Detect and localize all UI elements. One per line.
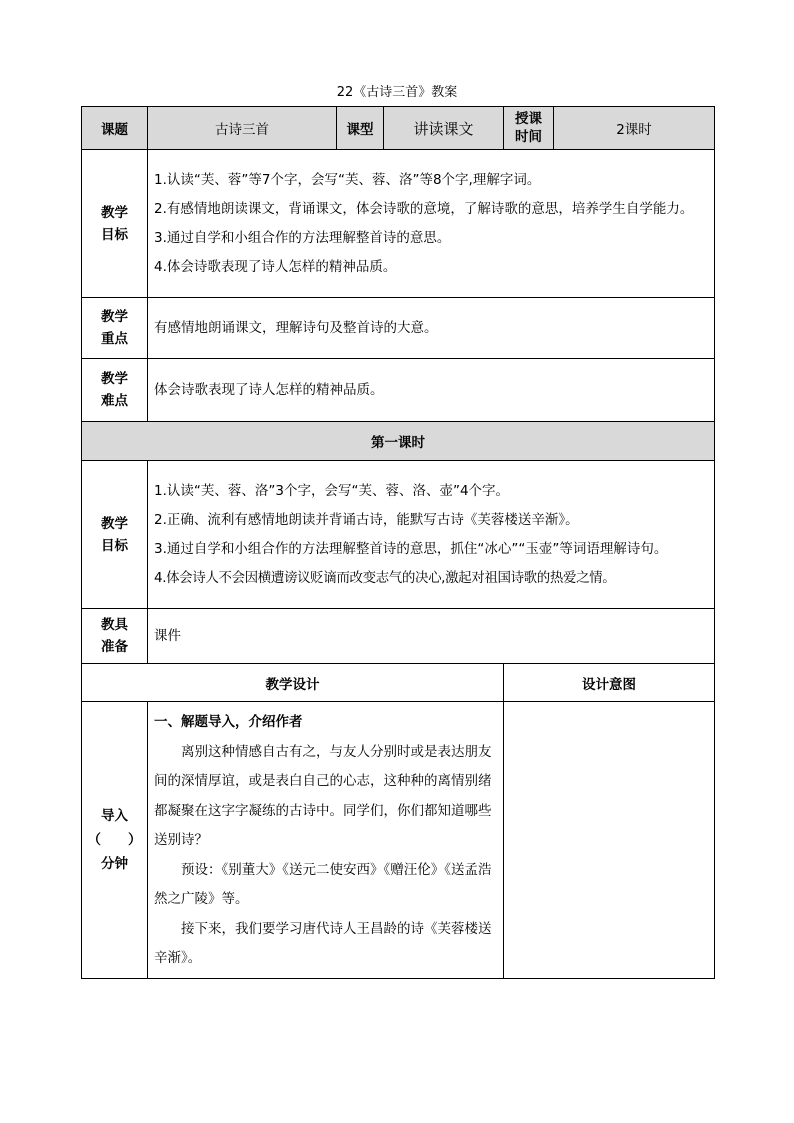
time-label-line1: 授课 [515,111,542,127]
goals-row [82,150,715,298]
time-label [504,107,554,150]
key-points-label [82,298,148,359]
lesson-goals-row [82,461,715,609]
goal-item: 4.体会诗歌表现了诗人怎样的精神品质。 [154,258,397,275]
intro-paragraph: 预设：《别董大》《送元二使安西》《赠汪伦》《送孟浩然之广陵》等。 [154,861,492,907]
intro-label-line3: 分钟 [101,855,128,872]
difficulties-label-line1: 教学 [101,371,128,387]
tools-value: 课件 [148,609,715,664]
section-heading: 一、解题导入，介绍作者 [154,714,303,730]
lesson-goals-label-line2: 目标 [101,537,128,554]
time-label-line2: 时间 [515,129,542,145]
subject-label: 课题 [82,107,148,150]
type-value: 讲读课文 [384,107,504,150]
type-label: 课型 [337,107,384,150]
goal-item: 3.通过自学和小组合作的方法理解整首诗的意思。 [154,229,451,246]
intro-design-content [148,702,504,979]
goal-item: 1.认读“芙、蓉”等7个字，会写“芙、蓉、洛”等8个字,理解字词。 [154,171,541,188]
key-points-row [82,298,715,359]
lesson-one-heading-row [82,422,715,461]
tools-label-line1: 教具 [101,617,128,633]
lesson-goal-item: 2.正确、流利有感情地朗读并背诵古诗，能默写古诗《芙蓉楼送辛渐》。 [154,511,579,528]
lesson-one-heading: 第一课时 [82,422,715,461]
difficulties-text: 体会诗歌表现了诗人怎样的精神品质。 [148,359,715,422]
tools-label [82,609,148,664]
header-row [82,107,715,150]
intro-label-line2: （ ） [87,831,142,848]
intro-paragraph: 离别这种情感自古有之，与友人分别时或是表达朋友间的深情厚谊，或是表白自己的心志，这种种的离情别绪都凝聚在这字字凝练的古诗中。同学们，你们都知道哪些送别诗？ [154,743,492,848]
intro-row [82,702,715,979]
tools-row [82,609,715,664]
goals-label [82,150,148,298]
intro-label-line1: 导入 [101,807,128,824]
design-header: 教学设计 [82,664,504,702]
goals-label-line1: 教学 [101,204,128,221]
goals-label-line2: 目标 [101,226,128,243]
key-points-label-line1: 教学 [101,309,128,325]
key-points-text: 有感情地朗诵课文，理解诗句及整首诗的大意。 [148,298,715,359]
lesson-goals-label [82,461,148,609]
intro-intent-content [504,702,715,979]
lesson-goal-item: 4.体会诗人不会因横遭谤议贬谪而改变志气的决心,激起对祖国诗歌的热爱之情。 [154,569,616,586]
intro-paragraph: 接下来，我们要学习唐代诗人王昌龄的诗《芙蓉楼送辛渐》。 [154,920,492,966]
key-points-label-line2: 重点 [101,331,128,347]
subject-value: 古诗三首 [148,107,337,150]
document-title: 22《古诗三首》教案 [336,85,458,100]
intro-label [82,702,148,979]
lesson-goals-content [148,461,715,609]
difficulties-row [82,359,715,422]
lesson-plan-table [81,106,715,979]
design-header-row [82,664,715,702]
goal-item: 2.有感情地朗读课文，背诵课文，体会诗歌的意境，了解诗歌的意思，培养学生自学能力。 [154,200,694,217]
time-value: 2课时 [554,107,715,150]
difficulties-label [82,359,148,422]
intent-header: 设计意图 [504,664,715,702]
lesson-goal-item: 1.认读“芙、蓉、洛”3个字，会写“芙、蓉、洛、壶”4个字。 [154,482,510,499]
tools-label-line2: 准备 [101,639,128,655]
goals-content [148,150,715,298]
difficulties-label-line2: 难点 [101,393,128,409]
lesson-goals-label-line1: 教学 [101,515,128,532]
lesson-goal-item: 3.通过自学和小组合作的方法理解整首诗的意思，抓住“冰心”“玉壶”等词语理解诗句。 [154,540,668,557]
